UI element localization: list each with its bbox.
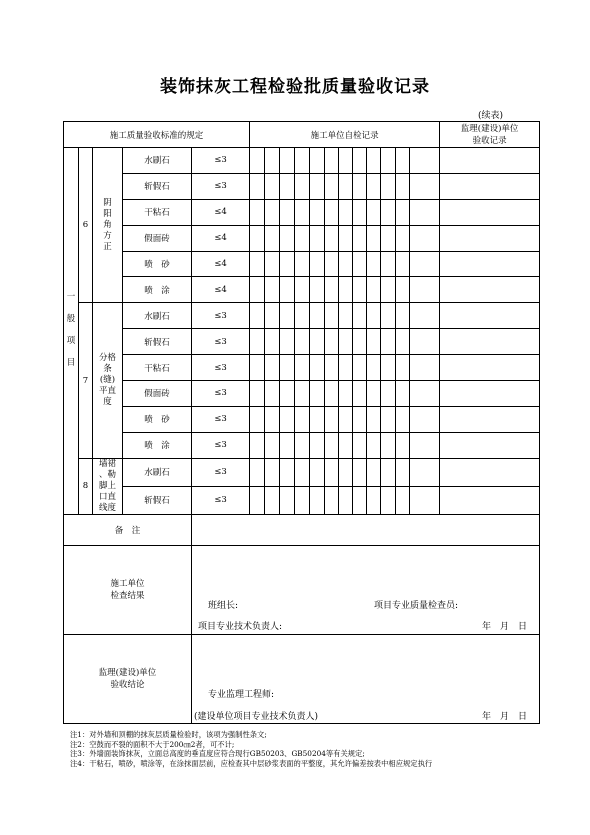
supervision-cell[interactable] [440, 329, 540, 355]
check-cell[interactable] [396, 277, 410, 303]
check-cell[interactable] [295, 458, 310, 486]
remarks-label: 备 注 [64, 514, 192, 545]
check-cell[interactable] [396, 406, 410, 432]
check-cell[interactable] [396, 251, 410, 277]
table-row [64, 432, 540, 458]
check-cell[interactable] [265, 355, 280, 381]
table-row [64, 225, 540, 251]
check-cell[interactable] [381, 406, 396, 432]
check-cell[interactable] [367, 303, 381, 329]
notes [70, 730, 540, 768]
check-cell[interactable] [280, 486, 295, 514]
category-label: 一 般 项 目 [64, 148, 79, 515]
subitem-name: 喷 砂 [123, 406, 192, 432]
check-cell[interactable] [280, 251, 295, 277]
item-name: 分格 条 (缝) 平直 度 [93, 303, 123, 458]
supervision-cell[interactable] [440, 458, 540, 486]
tolerance-value: ≤3 [192, 381, 250, 407]
check-cell[interactable] [325, 458, 339, 486]
tolerance-value: ≤4 [192, 225, 250, 251]
check-cell[interactable] [310, 486, 325, 514]
check-cell[interactable] [410, 486, 440, 514]
header-self-check: 施工单位自检记录 [250, 122, 440, 148]
check-cell[interactable] [367, 277, 381, 303]
check-cell[interactable] [381, 458, 396, 486]
check-cell[interactable] [410, 329, 440, 355]
check-cell[interactable] [339, 277, 353, 303]
check-cell[interactable] [295, 173, 310, 199]
check-cell[interactable] [339, 303, 353, 329]
check-cell[interactable] [353, 225, 367, 251]
check-cell[interactable] [250, 148, 265, 174]
tolerance-value: ≤3 [192, 486, 250, 514]
supervision-cell[interactable] [440, 432, 540, 458]
check-cell[interactable] [410, 199, 440, 225]
table-row [64, 303, 540, 329]
check-cell[interactable] [410, 277, 440, 303]
check-cell[interactable] [410, 251, 440, 277]
tolerance-value: ≤3 [192, 406, 250, 432]
check-cell[interactable] [353, 251, 367, 277]
note-2: 注2：空鼓而不裂的面积不大于200㎝2者，可不计; [70, 739, 235, 749]
check-cell[interactable] [381, 486, 396, 514]
check-cell[interactable] [295, 277, 310, 303]
check-cell[interactable] [325, 406, 339, 432]
check-cell[interactable] [280, 458, 295, 486]
check-cell[interactable] [250, 406, 265, 432]
supervision-cell[interactable] [440, 251, 540, 277]
check-cell[interactable] [396, 458, 410, 486]
check-cell[interactable] [396, 173, 410, 199]
supervision-cell[interactable] [440, 406, 540, 432]
supervision-cell[interactable] [440, 173, 540, 199]
subitem-name: 斩假石 [123, 329, 192, 355]
check-cell[interactable] [339, 173, 353, 199]
check-cell[interactable] [310, 303, 325, 329]
check-cell[interactable] [265, 251, 280, 277]
check-cell[interactable] [310, 381, 325, 407]
check-cell[interactable] [381, 173, 396, 199]
check-cell[interactable] [381, 432, 396, 458]
check-cell[interactable] [250, 486, 265, 514]
subitem-name: 假面砖 [123, 381, 192, 407]
subitem-name: 干粘石 [123, 355, 192, 381]
check-cell[interactable] [339, 381, 353, 407]
check-cell[interactable] [339, 406, 353, 432]
supervision-cell[interactable] [440, 225, 540, 251]
check-cell[interactable] [367, 355, 381, 381]
table-row [64, 355, 540, 381]
supervision-cell[interactable] [440, 381, 540, 407]
check-cell[interactable] [410, 406, 440, 432]
check-cell[interactable] [339, 148, 353, 174]
check-cell[interactable] [295, 486, 310, 514]
check-cell[interactable] [280, 355, 295, 381]
check-cell[interactable] [310, 406, 325, 432]
subitem-name: 水刷石 [123, 148, 192, 174]
check-cell[interactable] [353, 148, 367, 174]
check-cell[interactable] [265, 458, 280, 486]
table-row [64, 329, 540, 355]
check-cell[interactable] [339, 432, 353, 458]
check-cell[interactable] [325, 432, 339, 458]
tolerance-value: ≤4 [192, 251, 250, 277]
check-cell[interactable] [339, 199, 353, 225]
contractor-label: 施工单位 检查结果 [64, 545, 192, 634]
check-cell[interactable] [367, 329, 381, 355]
date-label: 年 月 日 [482, 711, 528, 722]
table-row [64, 251, 540, 277]
subitem-name: 喷 涂 [123, 432, 192, 458]
note-1: 注1：对外墙和顶棚的抹灰层质量检验时，该项为强制性条文; [70, 730, 267, 739]
check-cell[interactable] [396, 381, 410, 407]
quality-inspector-label: 项目专业质量检查员: [374, 600, 459, 611]
date-label: 年 月 日 [482, 621, 528, 632]
check-cell[interactable] [265, 486, 280, 514]
check-cell[interactable] [250, 199, 265, 225]
check-cell[interactable] [265, 277, 280, 303]
check-cell[interactable] [280, 329, 295, 355]
check-cell[interactable] [410, 355, 440, 381]
check-cell[interactable] [381, 277, 396, 303]
check-cell[interactable] [310, 432, 325, 458]
supervisor-conclusion-field[interactable] [192, 634, 540, 723]
tolerance-value: ≤3 [192, 432, 250, 458]
check-cell[interactable] [310, 329, 325, 355]
check-cell[interactable] [295, 303, 310, 329]
check-cell[interactable] [325, 148, 339, 174]
check-cell[interactable] [325, 381, 339, 407]
check-cell[interactable] [265, 432, 280, 458]
check-cell[interactable] [310, 458, 325, 486]
tolerance-value: ≤3 [192, 148, 250, 174]
table-row [64, 458, 540, 486]
tech-lead-label: 项目专业技术负责人: [198, 621, 283, 632]
tolerance-value: ≤4 [192, 277, 250, 303]
check-cell[interactable] [410, 148, 440, 174]
check-cell[interactable] [396, 355, 410, 381]
supervision-cell[interactable] [440, 199, 540, 225]
check-cell[interactable] [367, 432, 381, 458]
header-standard: 施工质量验收标准的规定 [64, 122, 250, 148]
tolerance-value: ≤3 [192, 303, 250, 329]
check-cell[interactable] [339, 355, 353, 381]
check-cell[interactable] [265, 225, 280, 251]
check-cell[interactable] [280, 381, 295, 407]
header-supervision: 监理(建设)单位 验收记录 [440, 122, 540, 148]
check-cell[interactable] [280, 199, 295, 225]
check-cell[interactable] [250, 303, 265, 329]
tolerance-value: ≤3 [192, 458, 250, 486]
check-cell[interactable] [265, 329, 280, 355]
check-cell[interactable] [353, 355, 367, 381]
item-number: 7 [79, 303, 93, 458]
subitem-name: 喷 涂 [123, 277, 192, 303]
check-cell[interactable] [280, 277, 295, 303]
subitem-name: 干粘石 [123, 199, 192, 225]
check-cell[interactable] [250, 277, 265, 303]
check-cell[interactable] [295, 329, 310, 355]
check-cell[interactable] [353, 303, 367, 329]
check-cell[interactable] [325, 486, 339, 514]
check-cell[interactable] [325, 277, 339, 303]
supervisor-label: 监理(建设)单位 验收结论 [64, 634, 192, 723]
subitem-name: 水刷石 [123, 303, 192, 329]
note-3: 注3：外墙面装饰抹灰，立面总高度的垂直度应符合现行GB50203、GB50204等有关规定; [70, 749, 365, 759]
remarks-field[interactable] [192, 514, 540, 545]
check-cell[interactable] [310, 225, 325, 251]
check-cell[interactable] [250, 251, 265, 277]
check-cell[interactable] [396, 432, 410, 458]
check-cell[interactable] [410, 173, 440, 199]
item-number: 8 [79, 458, 93, 514]
check-cell[interactable] [396, 329, 410, 355]
check-cell[interactable] [295, 355, 310, 381]
supervision-cell[interactable] [440, 486, 540, 514]
contractor-result-field[interactable] [192, 545, 540, 634]
check-cell[interactable] [310, 199, 325, 225]
table-row [64, 148, 540, 174]
check-cell[interactable] [325, 173, 339, 199]
check-cell[interactable] [367, 458, 381, 486]
page-title: 装饰抹灰工程检验批质量验收记录 [160, 77, 430, 97]
item-number: 6 [79, 148, 93, 303]
supervision-cell[interactable] [440, 303, 540, 329]
check-cell[interactable] [295, 199, 310, 225]
check-cell[interactable] [280, 225, 295, 251]
check-cell[interactable] [367, 148, 381, 174]
check-cell[interactable] [381, 251, 396, 277]
check-cell[interactable] [325, 199, 339, 225]
check-cell[interactable] [265, 148, 280, 174]
table-row [64, 277, 540, 303]
check-cell[interactable] [325, 303, 339, 329]
table-row [64, 486, 540, 514]
check-cell[interactable] [250, 458, 265, 486]
check-cell[interactable] [265, 173, 280, 199]
check-cell[interactable] [381, 303, 396, 329]
check-cell[interactable] [265, 199, 280, 225]
check-cell[interactable] [325, 225, 339, 251]
check-cell[interactable] [381, 329, 396, 355]
inspection-table [63, 121, 540, 724]
engineer-label: 专业监理工程师: [208, 689, 275, 700]
check-cell[interactable] [339, 225, 353, 251]
check-cell[interactable] [410, 225, 440, 251]
check-cell[interactable] [295, 381, 310, 407]
check-cell[interactable] [396, 225, 410, 251]
check-cell[interactable] [265, 406, 280, 432]
team-leader-label: 班组长: [208, 600, 239, 611]
tolerance-value: ≤3 [192, 329, 250, 355]
tolerance-value: ≤3 [192, 173, 250, 199]
check-cell[interactable] [396, 303, 410, 329]
check-cell[interactable] [250, 355, 265, 381]
table-row [64, 173, 540, 199]
check-cell[interactable] [310, 355, 325, 381]
check-cell[interactable] [310, 277, 325, 303]
supervision-cell[interactable] [440, 277, 540, 303]
check-cell[interactable] [353, 199, 367, 225]
check-cell[interactable] [339, 251, 353, 277]
check-cell[interactable] [310, 148, 325, 174]
check-cell[interactable] [396, 148, 410, 174]
check-cell[interactable] [381, 225, 396, 251]
check-cell[interactable] [381, 355, 396, 381]
check-cell[interactable] [265, 381, 280, 407]
check-cell[interactable] [353, 329, 367, 355]
check-cell[interactable] [381, 148, 396, 174]
check-cell[interactable] [265, 303, 280, 329]
check-cell[interactable] [353, 277, 367, 303]
subitem-name: 斩假石 [123, 173, 192, 199]
check-cell[interactable] [367, 251, 381, 277]
subitem-name: 斩假石 [123, 486, 192, 514]
check-cell[interactable] [280, 406, 295, 432]
table-row [64, 199, 540, 225]
check-cell[interactable] [353, 432, 367, 458]
check-cell[interactable] [396, 199, 410, 225]
check-cell[interactable] [325, 251, 339, 277]
check-cell[interactable] [353, 406, 367, 432]
check-cell[interactable] [295, 406, 310, 432]
check-cell[interactable] [295, 225, 310, 251]
check-cell[interactable] [280, 303, 295, 329]
check-cell[interactable] [250, 329, 265, 355]
check-cell[interactable] [250, 381, 265, 407]
item-name: 墙裙 、勒 脚上 口直 线度 [93, 458, 123, 514]
check-cell[interactable] [410, 303, 440, 329]
check-cell[interactable] [339, 458, 353, 486]
check-cell[interactable] [410, 458, 440, 486]
check-cell[interactable] [310, 251, 325, 277]
check-cell[interactable] [250, 225, 265, 251]
table-row [64, 381, 540, 407]
subitem-name: 水刷石 [123, 458, 192, 486]
check-cell[interactable] [339, 486, 353, 514]
check-cell[interactable] [353, 486, 367, 514]
check-cell[interactable] [367, 381, 381, 407]
check-cell[interactable] [381, 381, 396, 407]
note-4: 注4：干粘石，喷砂，喷涂等，在涂抹面层前，应检查其中层砂浆表面的平整度，其允许偏差按表中相应规定执行 [70, 758, 433, 768]
check-cell[interactable] [295, 251, 310, 277]
check-cell[interactable] [325, 329, 339, 355]
check-cell[interactable] [339, 329, 353, 355]
check-cell[interactable] [280, 173, 295, 199]
check-cell[interactable] [353, 458, 367, 486]
check-cell[interactable] [353, 173, 367, 199]
table-row [64, 406, 540, 432]
check-cell[interactable] [367, 225, 381, 251]
tolerance-value: ≤3 [192, 355, 250, 381]
item-name: 阴 阳 角 方 正 [93, 148, 123, 303]
check-cell[interactable] [310, 173, 325, 199]
tolerance-value: ≤4 [192, 199, 250, 225]
check-cell[interactable] [325, 355, 339, 381]
check-cell[interactable] [410, 381, 440, 407]
continued-label: (续表) [478, 111, 504, 121]
check-cell[interactable] [396, 486, 410, 514]
check-cell[interactable] [280, 432, 295, 458]
owner-tech-lead-label: (建设单位项目专业技术负责人) [194, 711, 319, 722]
check-cell[interactable] [250, 432, 265, 458]
check-cell[interactable] [280, 148, 295, 174]
check-cell[interactable] [367, 486, 381, 514]
subitem-name: 喷 砂 [123, 251, 192, 277]
check-cell[interactable] [410, 432, 440, 458]
check-cell[interactable] [250, 173, 265, 199]
supervision-cell[interactable] [440, 148, 540, 174]
supervision-cell[interactable] [440, 355, 540, 381]
check-cell[interactable] [367, 406, 381, 432]
check-cell[interactable] [367, 173, 381, 199]
check-cell[interactable] [367, 199, 381, 225]
check-cell[interactable] [381, 199, 396, 225]
check-cell[interactable] [353, 381, 367, 407]
check-cell[interactable] [295, 432, 310, 458]
subitem-name: 假面砖 [123, 225, 192, 251]
check-cell[interactable] [295, 148, 310, 174]
